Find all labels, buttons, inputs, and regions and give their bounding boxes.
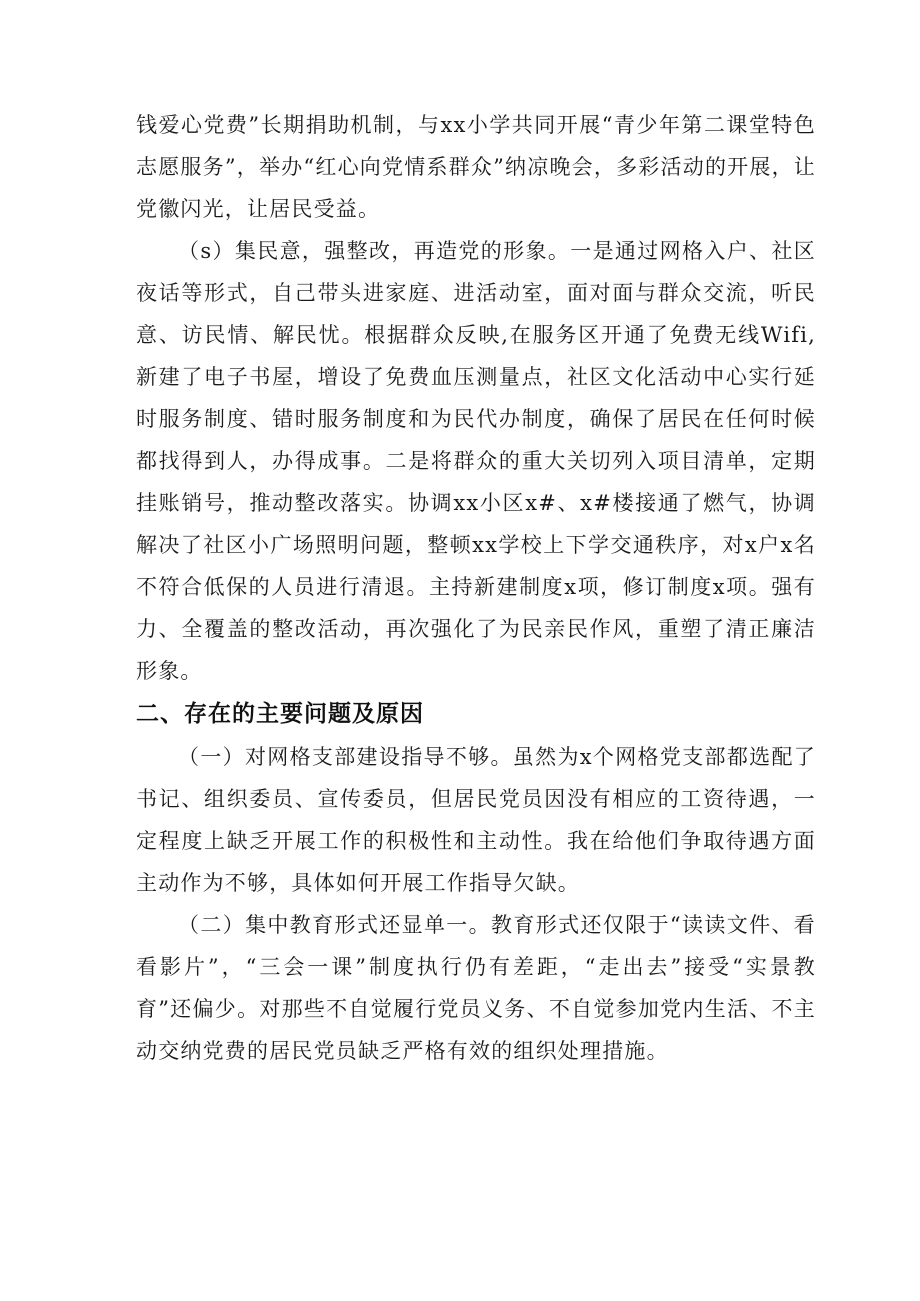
paragraph-education-form: （二）集中教育形式还显单一。教育形式还仅限于“读读文件、看看影片”，“三会一课”制度执行仍有差距，“走出去”接受“实景教育”还偏少。对那些不自觉履行党员义务、不自觉参加党内生活、不主动交纳党费的居民党员缺乏严格有效的组织处理措施。	[136, 913, 816, 1063]
document-body	[136, 104, 816, 1072]
paragraph-gather-opinions: （s）集民意，强整改，再造党的形象。一是通过网格入户、社区夜话等形式，自己带头进家庭、进活动室，面对面与群众交流，听民意、访民情、解民忧。根据群众反映,在服务区开通了免费无线Wifi,新建了电子书屋，增设了免费血压测量点，社区文化活动中心实行延时服务制度、错时服务制度和为民代办制度，确保了居民在任何时候都找得到人，办得成事。二是将群众的重大关切列入项目清单，定期挂账销号，推动整改落实。协调xx小区x#、x#楼接通了燃气，协调解决了社区小广场照明问题，整顿xx学校上下学交通秩序，对x户x名不符合低保的人员进行清退。主持新建制度x项，修订制度x项。强有力、全覆盖的整改活动，再次强化了为民亲民作风，重塑了清正廉洁形象。	[136, 239, 816, 683]
section-heading-problems: 二、存在的主要问题及原因	[136, 701, 424, 727]
paragraph-party-fee-activities: 钱爱心党费”长期捐助机制，与xx小学共同开展“青少年第二课堂特色志愿服务”，举办“红心向党情系群众”纳凉晚会，多彩活动的开展，让党徽闪光，让居民受益。	[136, 113, 816, 221]
paragraph-grid-branch-guidance: （一）对网格支部建设指导不够。虽然为x个网格党支部都选配了书记、组织委员、宣传委员，但居民党员因没有相应的工资待遇，一定程度上缺乏开展工作的积极性和主动性。我在给他们争取待遇方面主动作为不够，具体如何开展工作指导欠缺。	[136, 745, 816, 895]
